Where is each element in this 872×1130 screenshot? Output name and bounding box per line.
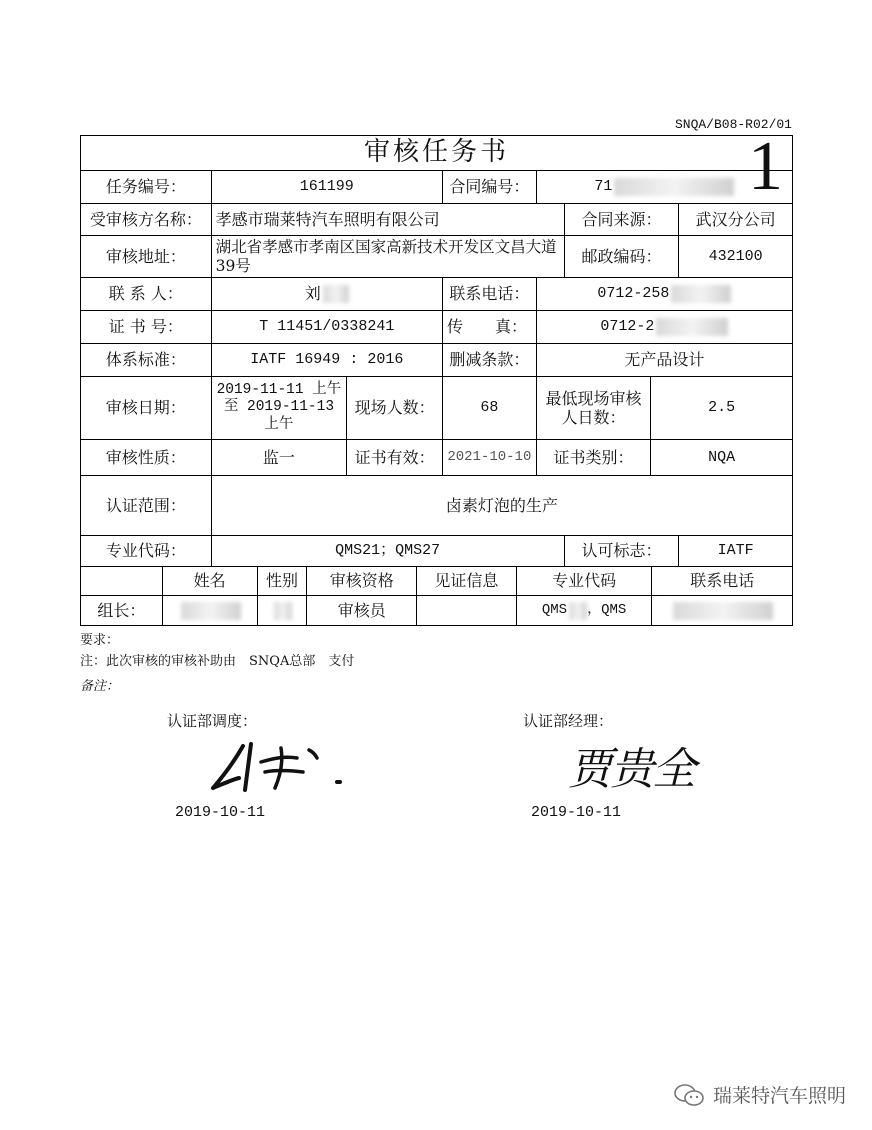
redacted-blur <box>181 602 241 620</box>
remarks-label: 备注： <box>80 679 120 694</box>
subsidy-note: 注：此次审核的审核补助由 SNQA总部 支付 <box>80 654 355 669</box>
phone-cell <box>536 278 792 310</box>
standard-value: IATF 16949 : 2016 <box>211 344 442 376</box>
team-header-blank <box>81 567 162 595</box>
redacted-blur <box>323 285 349 303</box>
watermark-text: 瑞莱特汽车照明 <box>712 1085 846 1107</box>
min-days-value: 2.5 <box>650 377 792 439</box>
notes-section <box>80 630 354 697</box>
fax-cell <box>536 311 792 343</box>
postcode-label: 邮政编码： <box>564 236 679 277</box>
task-no-value: 161199 <box>211 171 442 203</box>
manager-date: 2019-10-11 <box>531 804 622 821</box>
team-qualification: 审核员 <box>306 596 416 625</box>
dispatcher-signature-icon <box>205 740 375 796</box>
team-role: 组长： <box>97 600 146 620</box>
wechat-icon <box>673 1082 705 1108</box>
cert-type-value: NQA <box>650 440 792 475</box>
audit-date-value: 2019-11-11 上午 至 2019-11-13 上午 <box>211 377 347 439</box>
team-gender-cell <box>257 596 307 625</box>
specialty-label: 专业代码： <box>105 541 186 561</box>
page-number: 1 <box>748 128 786 205</box>
team-witness <box>416 596 516 625</box>
audit-task-form <box>80 128 793 626</box>
team-phone-cell <box>651 596 792 625</box>
address-value: 湖北省孝感市孝南区国家高新技术开发区文昌大道39号 <box>211 236 564 277</box>
phone-label: 联系电话： <box>442 278 536 310</box>
task-no-label: 任务编号： <box>105 177 186 197</box>
audit-type-value: 监一 <box>211 440 347 475</box>
contract-source-label: 合同来源： <box>564 204 679 235</box>
postcode-value: 432100 <box>678 236 792 277</box>
accreditation-value: IATF <box>678 536 792 566</box>
onsite-people-label: 现场人数： <box>346 377 442 439</box>
manager-signature: 贾贵全 <box>568 744 694 795</box>
fax-value: 0712-2 <box>600 318 655 335</box>
team-name-cell <box>162 596 257 625</box>
team-specialty-a: QMS <box>541 602 568 619</box>
contact-label: 联 系 人： <box>108 284 183 304</box>
dispatcher-date: 2019-10-11 <box>175 804 266 821</box>
contact-cell <box>211 278 442 310</box>
scope-label: 认证范围： <box>105 495 186 515</box>
contract-no-value: 71 <box>594 178 613 195</box>
min-days-label: 最低现场审核人日数： <box>536 377 651 439</box>
redacted-blur <box>569 602 587 620</box>
cert-no-value: T 11451/0338241 <box>211 311 442 343</box>
redacted-blur <box>656 318 728 336</box>
accreditation-label: 认可标志： <box>564 536 679 566</box>
audit-date-label: 审核日期： <box>105 398 186 418</box>
cert-valid-value: 2021-10-10 <box>442 440 536 475</box>
contract-source-value: 武汉分公司 <box>678 204 792 235</box>
cert-no-label: 证 书 号： <box>108 317 183 337</box>
standard-label: 体系标准： <box>105 350 186 370</box>
fax-label: 传 真： <box>442 311 536 343</box>
watermark <box>673 1081 846 1108</box>
contact-value: 刘 <box>304 284 321 304</box>
team-header-witness: 见证信息 <box>416 567 516 595</box>
redacted-blur <box>671 285 731 303</box>
cert-type-label: 证书类别： <box>536 440 651 475</box>
scope-value: 卤素灯泡的生产 <box>211 476 792 535</box>
form-title-text: 审核任务书 <box>363 137 509 168</box>
team-specialty-b: ，QMS <box>587 602 627 619</box>
team-header-qualification: 审核资格 <box>306 567 416 595</box>
redacted-blur <box>274 602 292 620</box>
team-header-specialty: 专业代码 <box>516 567 652 595</box>
team-header-name: 姓名 <box>162 567 257 595</box>
team-header-gender: 性别 <box>257 567 307 595</box>
exclusion-label: 删减条款： <box>442 344 536 376</box>
auditee-value: 孝感市瑞莱特汽车照明有限公司 <box>211 204 564 235</box>
dispatcher-label: 认证部调度： <box>167 712 258 730</box>
exclusion-value: 无产品设计 <box>536 344 792 376</box>
audit-type-label: 审核性质： <box>105 447 186 467</box>
requirements-label: 要求： <box>80 633 120 648</box>
address-label: 审核地址： <box>105 246 186 266</box>
redacted-blur <box>614 178 734 196</box>
team-specialty-cell <box>516 596 652 625</box>
onsite-people-value: 68 <box>442 377 536 439</box>
auditee-label: 受审核方名称： <box>89 209 202 229</box>
manager-label: 认证部经理： <box>523 712 614 730</box>
contract-no-label: 合同编号： <box>442 171 536 203</box>
redacted-blur <box>673 602 773 620</box>
phone-value: 0712-258 <box>597 285 670 302</box>
team-header-phone: 联系电话 <box>651 567 792 595</box>
cert-valid-label: 证书有效： <box>346 440 442 475</box>
document-code: SNQA/B08-R02/01 <box>674 117 792 132</box>
specialty-value: QMS21；QMS27 <box>211 536 564 566</box>
